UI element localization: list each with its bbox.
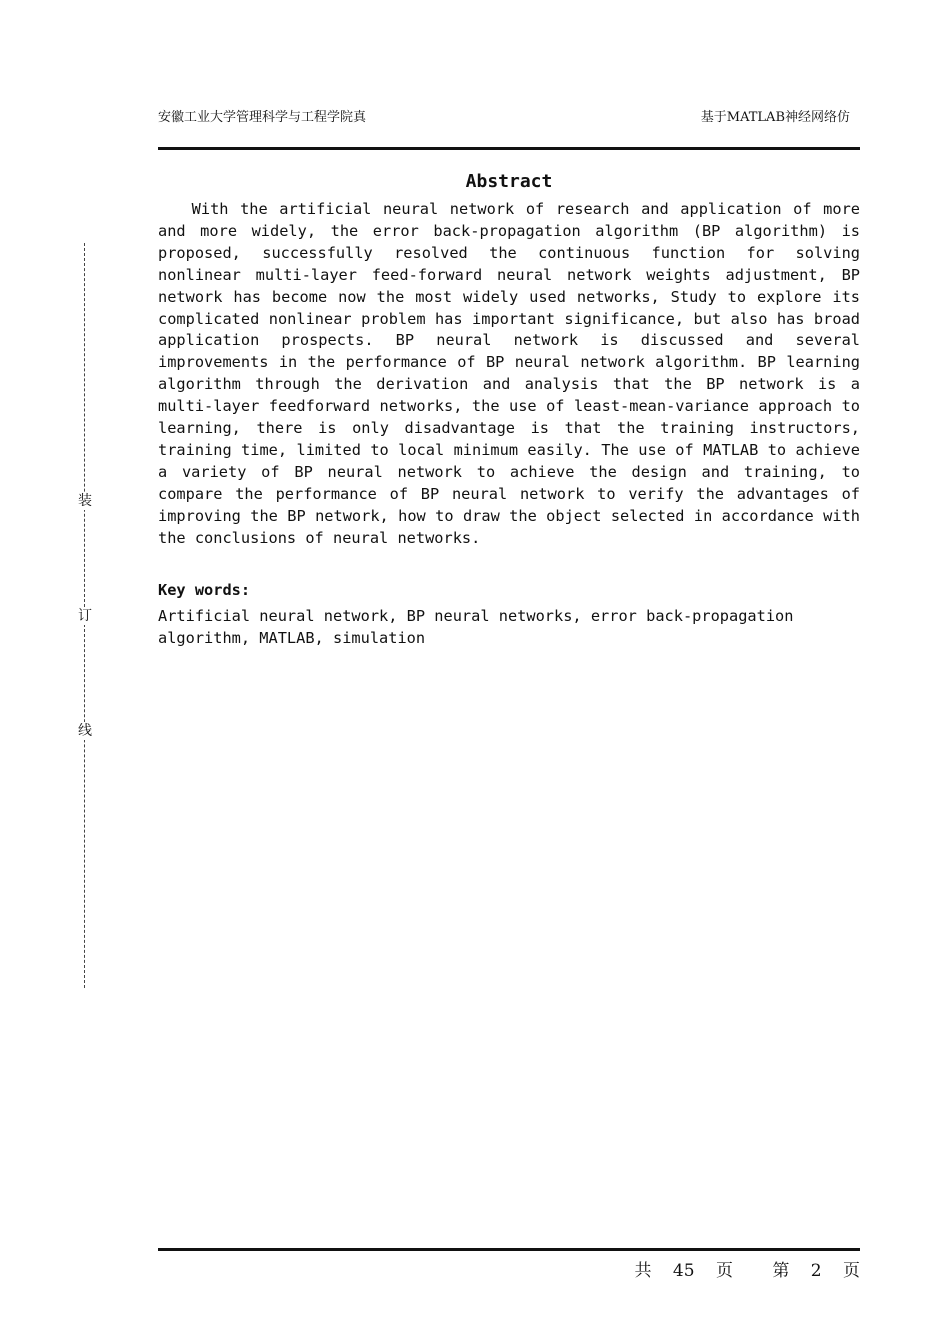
header-thesis-title: 基于MATLAB神经网络仿 <box>700 110 850 125</box>
footer-rule <box>158 1248 860 1251</box>
header-rule <box>158 147 860 150</box>
binding-char-xian: 线 <box>78 723 92 739</box>
page-footer <box>625 1256 861 1281</box>
binding-char-zhuang: 装 <box>78 493 92 509</box>
footer-total-pages: 45 <box>672 1261 695 1281</box>
footer-page-prefix: 第 <box>772 1261 790 1281</box>
page-header <box>158 108 860 148</box>
abstract-body: With the artificial neural network of research and application of more and more widely, the error back-propagation algorithm (BP algorithm) is proposed, successfully resolved the continuous function for solving nonlinear multi-layer feed-forward neural network weights adjustment, BP network has become now the most widely used networks, Study to explore its complicated nonlinear problem has important significance, but also has broad application prospects. BP neural network is discussed and several improvements in the performance of BP neural network algorithm. BP learning algorithm through the derivation and analysis that the BP network is a multi-layer feedforward networks, the use of least-mean-variance approach to learning, there is only disadvantage is that the training instructors, training time, limited to local minimum easily. The use of MATLAB to achieve a variety of BP neural network to achieve the design and training, to compare the performance of BP neural network to verify the advantages of improving the BP network, how to draw the object selected in accordance with the conclusions of neural networks. <box>158 200 860 547</box>
keywords-title: Key words: <box>158 581 251 599</box>
footer-total-prefix: 共 <box>634 1261 652 1281</box>
footer-page-number: 2 <box>810 1261 822 1281</box>
footer-page-suffix: 页 <box>843 1261 860 1281</box>
footer-total-suffix: 页 <box>715 1261 733 1281</box>
keywords-body: Artificial neural network, BP neural networks, error back-propagation algorithm, MATLAB, simulation <box>158 607 794 647</box>
binding-char-ding: 订 <box>78 608 92 624</box>
abstract-title: Abstract <box>465 171 553 192</box>
header-institution: 安徽工业大学管理科学与工程学院真 <box>158 110 367 125</box>
